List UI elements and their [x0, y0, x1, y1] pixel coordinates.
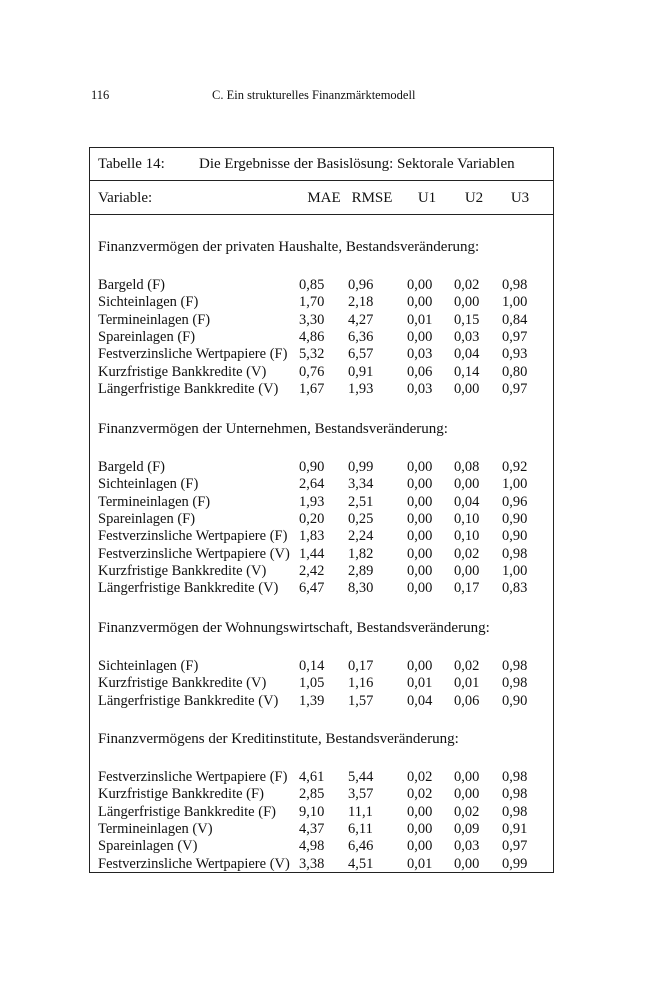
u2-value: 0,03	[454, 328, 480, 345]
table-row	[90, 786, 553, 803]
rmse-value: 6,36	[348, 328, 374, 345]
table-row	[90, 580, 553, 597]
column-header-u3: U3	[510, 190, 530, 206]
rmse-value: 5,44	[348, 769, 374, 785]
u1-value: 0,00	[407, 493, 433, 510]
variable-name: Termineinlagen (F)	[98, 493, 211, 510]
u2-value: 0,02	[454, 658, 480, 674]
rmse-value: 2,51	[348, 493, 374, 510]
mae-value: 1,83	[299, 528, 325, 545]
u1-value: 0,02	[407, 786, 433, 803]
u1-value: 0,00	[407, 510, 433, 527]
variable-name: Spareinlagen (V)	[98, 838, 198, 855]
mae-value: 4,86	[299, 328, 325, 345]
table-row	[90, 804, 553, 821]
mae-value: 1,67	[299, 380, 325, 397]
variable-name: Spareinlagen (F)	[98, 328, 196, 345]
page-number: 116	[91, 88, 110, 102]
u1-value: 0,04	[407, 692, 433, 709]
mae-value: 0,85	[299, 277, 325, 293]
u3-value: 0,93	[502, 346, 528, 363]
variable-name: Termineinlagen (V)	[98, 820, 213, 837]
u2-value: 0,00	[454, 476, 480, 493]
u3-value: 0,98	[502, 545, 528, 562]
u1-value: 0,02	[407, 769, 433, 785]
u1-value: 0,00	[407, 476, 433, 493]
mae-value: 9,10	[299, 803, 325, 820]
u1-value: 0,00	[407, 580, 433, 597]
u2-value: 0,00	[454, 562, 480, 579]
variable-name: Kurzfristige Bankkredite (V)	[98, 675, 267, 692]
table-row	[90, 821, 553, 838]
u2-value: 0,04	[454, 346, 480, 363]
mae-value: 6,47	[299, 580, 325, 597]
mae-value: 5,32	[299, 346, 325, 363]
rmse-value: 0,96	[348, 277, 374, 293]
u3-value: 1,00	[502, 476, 528, 493]
u3-value: 0,90	[502, 692, 528, 709]
table-row	[90, 494, 553, 511]
u3-value: 0,98	[502, 803, 528, 820]
u2-value: 0,09	[454, 820, 480, 837]
variable-name: Längerfristige Bankkredite (V)	[98, 380, 279, 397]
section-title: Finanzvermögen der privaten Haushalte, Bestandsveränderung:	[98, 239, 480, 255]
variable-name: Festverzinsliche Wertpapiere (F)	[98, 769, 288, 785]
u3-value: 0,98	[502, 786, 528, 803]
variable-name: Kurzfristige Bankkredite (V)	[98, 363, 267, 380]
table-row	[90, 675, 553, 692]
table-row	[90, 476, 553, 493]
table-row	[90, 563, 553, 580]
rmse-value: 2,89	[348, 562, 374, 579]
u2-value: 0,00	[454, 380, 480, 397]
variable-name: Termineinlagen (F)	[98, 311, 211, 328]
variable-name: Festverzinsliche Wertpapiere (V)	[98, 855, 290, 872]
table-row	[90, 693, 553, 710]
section-title: Finanzvermögen der Unternehmen, Bestandsveränderung:	[98, 421, 448, 437]
running-head	[91, 88, 556, 108]
column-header-mae: MAE	[307, 190, 341, 206]
table-row	[90, 838, 553, 855]
u1-value: 0,00	[407, 562, 433, 579]
u1-value: 0,00	[407, 294, 433, 311]
mae-value: 1,39	[299, 692, 325, 709]
mae-value: 3,38	[299, 855, 325, 872]
u3-value: 0,98	[502, 675, 528, 692]
table-header	[90, 181, 553, 215]
u1-value: 0,03	[407, 380, 433, 397]
u1-value: 0,00	[407, 528, 433, 545]
table-row	[90, 459, 553, 476]
u2-value: 0,06	[454, 692, 480, 709]
table-row	[90, 381, 553, 398]
rmse-value: 0,25	[348, 510, 374, 527]
rmse-value: 0,91	[348, 363, 374, 380]
u1-value: 0,01	[407, 675, 433, 692]
mae-value: 0,20	[299, 510, 325, 527]
u3-value: 0,97	[502, 838, 528, 855]
mae-value: 2,64	[299, 476, 325, 493]
table-row	[90, 528, 553, 545]
u1-value: 0,06	[407, 363, 433, 380]
mae-value: 1,93	[299, 493, 325, 510]
rmse-value: 4,51	[348, 855, 374, 872]
rmse-value: 6,57	[348, 346, 374, 363]
table-row	[90, 312, 553, 329]
column-header-rmse: RMSE	[351, 190, 393, 206]
mae-value: 0,76	[299, 363, 325, 380]
u3-value: 1,00	[502, 294, 528, 311]
mae-value: 1,44	[299, 545, 325, 562]
u2-value: 0,00	[454, 294, 480, 311]
u3-value: 1,00	[502, 562, 528, 579]
u2-value: 0,03	[454, 838, 480, 855]
u3-value: 0,98	[502, 769, 528, 785]
rmse-value: 1,16	[348, 675, 374, 692]
results-table	[89, 147, 554, 873]
table-row	[90, 546, 553, 563]
variable-name: Längerfristige Bankkredite (V)	[98, 692, 279, 709]
mae-value: 4,98	[299, 838, 325, 855]
variable-name: Bargeld (F)	[98, 277, 165, 293]
table-row	[90, 329, 553, 346]
variable-name: Sichteinlagen (F)	[98, 658, 199, 674]
u2-value: 0,08	[454, 459, 480, 475]
u1-value: 0,03	[407, 346, 433, 363]
mae-value: 2,42	[299, 562, 325, 579]
u3-value: 0,90	[502, 510, 528, 527]
u1-value: 0,00	[407, 658, 433, 674]
u2-value: 0,14	[454, 363, 480, 380]
u2-value: 0,00	[454, 786, 480, 803]
u3-value: 0,84	[502, 311, 528, 328]
mae-value: 4,61	[299, 769, 325, 785]
variable-name: Längerfristige Bankkredite (V)	[98, 580, 279, 597]
mae-value: 2,85	[299, 786, 325, 803]
u3-value: 0,98	[502, 658, 528, 674]
variable-name: Festverzinsliche Wertpapiere (F)	[98, 528, 288, 545]
rmse-value: 3,34	[348, 476, 374, 493]
u3-value: 0,83	[502, 580, 528, 597]
mae-value: 0,90	[299, 459, 325, 475]
variable-name: Bargeld (F)	[98, 459, 165, 475]
table-title: Die Ergebnisse der Basislösung: Sektorale Variablen	[199, 156, 515, 172]
table-label: Tabelle 14:	[98, 156, 165, 172]
rmse-value: 3,57	[348, 786, 374, 803]
table-row	[90, 277, 553, 294]
u2-value: 0,10	[454, 510, 480, 527]
rmse-value: 1,82	[348, 545, 374, 562]
rmse-value: 1,57	[348, 692, 374, 709]
table-row	[90, 511, 553, 528]
u2-value: 0,01	[454, 675, 480, 692]
mae-value: 1,05	[299, 675, 325, 692]
mae-value: 4,37	[299, 820, 325, 837]
u3-value: 0,90	[502, 528, 528, 545]
u3-value: 0,91	[502, 820, 528, 837]
section-title: Finanzvermögens der Kreditinstitute, Bestandsveränderung:	[98, 731, 459, 747]
u1-value: 0,00	[407, 545, 433, 562]
rmse-value: 2,18	[348, 294, 374, 311]
rmse-value: 6,11	[348, 820, 373, 837]
rmse-value: 6,46	[348, 838, 374, 855]
column-header-variable: Variable:	[98, 190, 153, 206]
chapter-title: C. Ein strukturelles Finanzmärktemodell	[212, 88, 416, 102]
u2-value: 0,02	[454, 545, 480, 562]
rmse-value: 0,17	[348, 658, 374, 674]
table-row	[90, 346, 553, 363]
variable-name: Festverzinsliche Wertpapiere (F)	[98, 346, 288, 363]
u1-value: 0,00	[407, 328, 433, 345]
variable-name: Festverzinsliche Wertpapiere (V)	[98, 545, 290, 562]
variable-name: Spareinlagen (F)	[98, 510, 196, 527]
u1-value: 0,01	[407, 311, 433, 328]
u3-value: 0,98	[502, 277, 528, 293]
u2-value: 0,04	[454, 493, 480, 510]
rmse-value: 4,27	[348, 311, 374, 328]
column-header-u2: U2	[464, 190, 484, 206]
u3-value: 0,97	[502, 328, 528, 345]
variable-name: Sichteinlagen (F)	[98, 476, 199, 493]
table-row	[90, 769, 553, 786]
u1-value: 0,01	[407, 855, 433, 872]
section-title: Finanzvermögen der Wohnungswirtschaft, Bestandsveränderung:	[98, 620, 490, 636]
table-row	[90, 856, 553, 873]
table-row	[90, 658, 553, 675]
variable-name: Längerfristige Bankkredite (F)	[98, 803, 276, 820]
u3-value: 0,97	[502, 380, 528, 397]
u1-value: 0,00	[407, 277, 433, 293]
table-row	[90, 294, 553, 311]
u1-value: 0,00	[407, 803, 433, 820]
u1-value: 0,00	[407, 820, 433, 837]
variable-name: Kurzfristige Bankkredite (F)	[98, 786, 264, 803]
u2-value: 0,00	[454, 855, 480, 872]
u1-value: 0,00	[407, 459, 433, 475]
u2-value: 0,02	[454, 803, 480, 820]
rmse-value: 2,24	[348, 528, 374, 545]
mae-value: 3,30	[299, 311, 325, 328]
rmse-value: 8,30	[348, 580, 374, 597]
rmse-value: 1,93	[348, 380, 374, 397]
rmse-value: 0,99	[348, 459, 374, 475]
u2-value: 0,15	[454, 311, 480, 328]
u2-value: 0,00	[454, 769, 480, 785]
rmse-value: 11,1	[348, 803, 373, 820]
u2-value: 0,17	[454, 580, 480, 597]
u1-value: 0,00	[407, 838, 433, 855]
mae-value: 0,14	[299, 658, 325, 674]
variable-name: Sichteinlagen (F)	[98, 294, 199, 311]
table-caption	[90, 148, 553, 181]
column-header-u1: U1	[417, 190, 437, 206]
u3-value: 0,96	[502, 493, 528, 510]
u3-value: 0,80	[502, 363, 528, 380]
mae-value: 1,70	[299, 294, 325, 311]
u3-value: 0,92	[502, 459, 528, 475]
u3-value: 0,99	[502, 855, 528, 872]
variable-name: Kurzfristige Bankkredite (V)	[98, 562, 267, 579]
u2-value: 0,10	[454, 528, 480, 545]
u2-value: 0,02	[454, 277, 480, 293]
table-row	[90, 364, 553, 381]
